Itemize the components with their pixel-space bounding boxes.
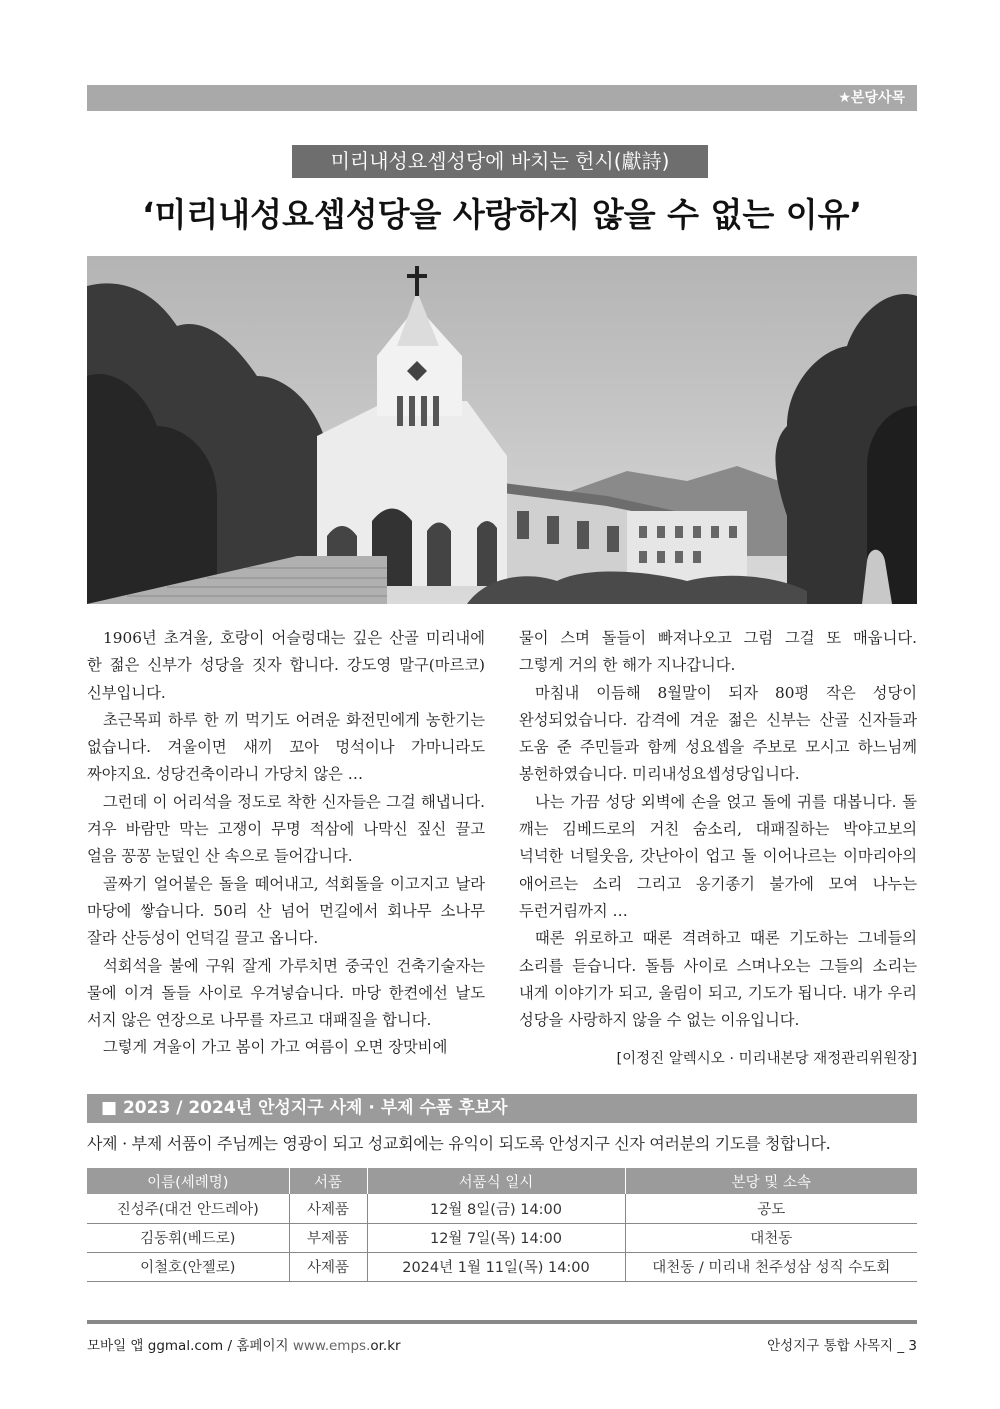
homepage-link[interactable] <box>293 1338 401 1354</box>
column-header: 본당 및 소속 <box>625 1168 917 1194</box>
cell-ordination: 부제품 <box>289 1223 367 1252</box>
cell-date: 12월 7일(목) 14:00 <box>367 1223 625 1252</box>
footer-links <box>87 1334 401 1354</box>
table-row <box>87 1194 917 1223</box>
cell-ordination: 사제품 <box>289 1194 367 1223</box>
table-row <box>87 1252 917 1281</box>
cell-date: 2024년 1월 11일(목) 14:00 <box>367 1252 625 1281</box>
church-illustration <box>87 256 917 604</box>
paragraph: 골짜기 얼어붙은 돌을 떼어내고, 석회돌을 이고지고 날라 마당에 쌓습니다. 50리 산 넘어 먼길에서 회나무 소나무 잘라 산등성이 언덕길 끌고 옵니다. <box>87 874 485 948</box>
column-header: 서품식 일시 <box>367 1168 625 1194</box>
church-photo <box>87 256 917 604</box>
section-label: ★본당사목 <box>838 90 905 106</box>
section-header-bar <box>87 85 917 111</box>
cell-parish: 공도 <box>625 1194 917 1223</box>
paragraph: 마침내 이듬해 8월말이 되자 80평 작은 성당이 완성되었습니다. 감격에 겨운 젊은 신부는 산골 신자들과 도움 준 주민들과 함께 성요셉을 주보로 모시고 하느님께 봉헌하였습니다. 미리내성요셉성당입니다. <box>519 683 917 784</box>
article-subtitle: 미리내성요셉성당에 바치는 헌시(獻詩) <box>292 145 708 178</box>
candidates-description: 사제 · 부제 서품이 주님께는 영광이 되고 성교회에는 유익이 되도록 안성지구 신자 여러분의 기도를 청합니다. <box>87 1134 831 1153</box>
candidates-section-title: ■ 2023 / 2024년 안성지구 사제 · 부제 수품 후보자 <box>87 1094 917 1123</box>
mobile-app-label: 모바일 앱 <box>87 1338 144 1354</box>
paragraph: 1906년 초겨울, 호랑이 어슬렁대는 깊은 산골 미리내에 한 젊은 신부가 성당을 짓자 합니다. 강도영 말구(마르코) 신부입니다. <box>87 629 485 702</box>
homepage-link-suffix: or.kr <box>370 1338 401 1354</box>
paragraph: 물이 스며 돌들이 빠져나오고 그럼 그걸 또 매웁니다. 그렇게 거의 한 해가 지나갑니다. <box>519 629 917 675</box>
cell-name: 진성주(대건 안드레아) <box>87 1194 289 1223</box>
mobile-app-link[interactable]: ggmal.com <box>147 1338 224 1354</box>
cell-date: 12월 8일(금) 14:00 <box>367 1194 625 1223</box>
homepage-link-prefix: www.emps. <box>292 1338 371 1354</box>
table-header-row <box>87 1168 917 1194</box>
paragraph: 초근목피 하루 한 끼 먹기도 어려운 화전민에게 농한기는 없습니다. 겨울이면 새끼 꼬아 멍석이나 가마니라도 짜야지요. 성당건축이라니 가당치 않은 … <box>87 710 485 784</box>
article-title: ‘미리내성요셉성당을 사랑하지 않을 수 없는 이유’ <box>141 195 863 234</box>
paragraph: 그런데 이 어리석을 정도로 착한 신자들은 그걸 해냅니다. 겨우 바람만 막는 고쟁이 무명 적삼에 나막신 짚신 끌고 얼음 꽁꽁 눈덮인 산 속으로 들어갑니다. <box>87 792 485 866</box>
cell-ordination: 사제품 <box>289 1252 367 1281</box>
paragraph: 석회석을 불에 구워 잘게 가루치면 중국인 건축기술자는 물에 이겨 돌들 사이로 우겨넣습니다. 마당 한켠에선 날도 서지 않은 연장으로 나무를 자르고 대패질을 합니다. <box>87 956 485 1030</box>
article-body-right <box>519 625 917 1034</box>
cell-parish: 대천동 <box>625 1223 917 1252</box>
paragraph: 그렇게 겨울이 가고 봄이 가고 여름이 오면 장맛비에 <box>103 1038 448 1057</box>
article-author: [이정진 알렉시오 · 미리내본당 재정관리위원장] <box>616 1051 917 1067</box>
column-header: 서품 <box>289 1168 367 1194</box>
cell-parish: 대천동 / 미리내 천주성삼 성직 수도회 <box>625 1252 917 1281</box>
candidates-table <box>87 1168 917 1282</box>
cell-name: 이철호(안젤로) <box>87 1252 289 1281</box>
footer-separator: / <box>227 1338 233 1354</box>
homepage-label: 홈페이지 <box>236 1338 289 1354</box>
footer-divider <box>87 1320 917 1324</box>
paragraph: 나는 가끔 성당 외벽에 손을 얹고 돌에 귀를 대봅니다. 돌 깨는 김베드로의 거친 숨소리, 대패질하는 박야고보의 넉넉한 너털웃음, 갓난아이 업고 돌 이어나르는 이마리아의 애어르는 소리 그리고 옹기종기 불가에 모여 나누는 두런거림까지 … <box>519 792 917 920</box>
publication-page-number: 안성지구 통합 사목지 _ 3 <box>767 1338 917 1354</box>
table-row <box>87 1223 917 1252</box>
article-body-left <box>87 625 485 1062</box>
cell-name: 김동휘(베드로) <box>87 1223 289 1252</box>
column-header: 이름(세례명) <box>87 1168 289 1194</box>
paragraph: 때론 위로하고 때론 격려하고 때론 기도하는 그네들의 소리를 듣습니다. 돌틈 사이로 스며나오는 그들의 소리는 내게 이야기가 되고, 울림이 되고, 기도가 됩니다. 내가 우리 성당을 사랑하지 않을 수 없는 이유입니다. <box>519 929 917 1030</box>
